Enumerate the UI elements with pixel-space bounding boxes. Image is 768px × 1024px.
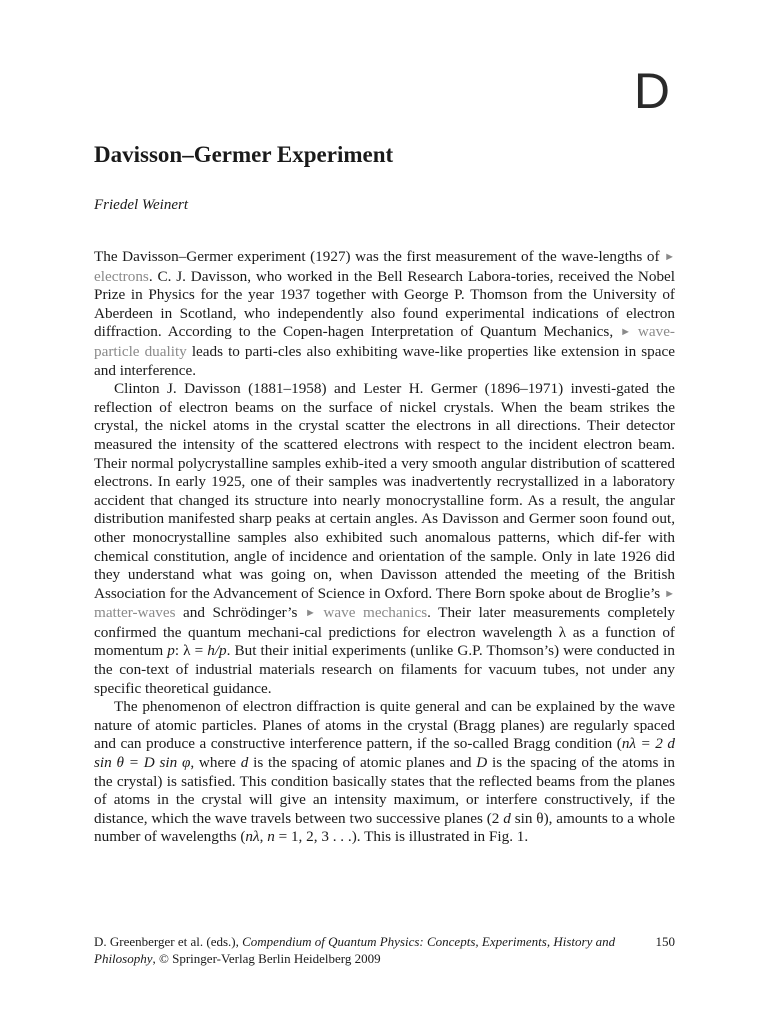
de-broglie-formula: h/p [207, 642, 227, 660]
integer-variable: n [267, 828, 275, 846]
cross-reference-electrons[interactable]: ► electrons [94, 251, 675, 285]
author-name: Friedel Weinert [94, 197, 189, 213]
section-letter: D [633, 63, 670, 119]
cross-reference-arrow-icon: ► [664, 587, 675, 600]
cross-reference-matter-waves[interactable]: ► matter-waves [94, 587, 675, 622]
cross-reference-arrow-icon: ► [304, 607, 316, 620]
plane-spacing-variable: d [503, 809, 511, 827]
cross-reference-arrow-icon: ► [620, 326, 631, 339]
atom-spacing-variable: D [476, 754, 488, 772]
book-title: Compendium of Quantum Physics: Concepts, Experiments, History and Philosophy [94, 934, 616, 966]
cross-reference-wave-particle-duality[interactable]: ► wave-particle duality [94, 323, 675, 360]
paragraph-3: The phenomenon of electron diffraction is quite general and can be explained by the wave nature of atomic particles. Planes of atoms in the crystal (Bragg planes) are regularly spaced and can produce a constructive interference pattern, if the so-called Bragg condition (nλ = 2 d sin θ = D sin φ, where d is the spacing of atomic planes and D is the spacing of the atoms in the crystal) is satisfied. This condition basically states that the reflected beams from the planes of atoms in the crystal will give an intensity maximum, or interfere constructively, if the distance, which the wave travels between two successive planes (2 d sin θ), amounts to a whole number of wavelengths (nλ, n = 1, 2, 3 . . .). This is illustrated in Fig. 1. [94, 698, 676, 846]
bragg-condition-formula: nλ = 2 d sin θ = D sin φ [94, 735, 676, 772]
plane-spacing-variable: d [240, 754, 249, 772]
paragraph-2: Clinton J. Davisson (1881–1958) and Lester H. Germer (1896–1971) investi-gated the reflection of electron beams on the surface of nickel crystals. When the beam strikes the crystal, the nickel atoms in the crystal scatter the electrons in all directions. Their detector measured the intensity of the scattered electrons with respect to the incident electron beam. Their normal polycrystalline samples exhib-ited a very smooth angular distribution of scattered electrons. In early 1925, one of their samples was inadvertently recrystallized in a laboratory accident that changed its structure into nearly monocrystalline form. As a result, the angular distribution manifested sharp peaks at certain angles. As Davisson and Germer soon found out, other monocrystalline samples also exhibited such anomalous patterns, which dif-fer with chemical constitution, angle of incidence and orientation of the sample. Only in late 1926 did they understand what was going on, when Davisson attended the meeting of the British Association for the Advancement of Science in Oxford. There Born spoke about de Broglie’s ► matter-waves and Schrödinger’s ► wave mechanics. Their later measurements completely confirmed the quantum mechani-cal predictions for electron wavelength λ as a function of momentum p: λ = h/p. But their initial experiments (unlike G.P. Thomson’s) were conducted in the con-text of industrial materials research on filaments for vacuum tubes, not under any specific theoretical guidance. [94, 380, 676, 697]
wavelength-multiple: nλ [245, 828, 260, 846]
cross-reference-wave-mechanics[interactable]: ► wave mechanics [304, 604, 428, 622]
momentum-variable: p [167, 642, 175, 660]
page-footer [94, 933, 675, 967]
article-body [94, 248, 675, 847]
article-title: Davisson–Germer Experiment [94, 142, 394, 167]
paragraph-1: The Davisson–Germer experiment (1927) was the first measurement of the wave-lengths of ► electrons. C. J. Davisson, who worked in the Bell Research Labora-tories, received the Nobel Prize in Physics for the year 1937 together with George P. Thomson from the University of Aberdeen in Scotland, who independently also found experimental indications of electron diffraction. According to the Copen-hagen Interpretation of Quantum Mechanics, ► wave-particle duality leads to parti-cles also exhibiting wave-like properties like extension in space and interference. [94, 248, 675, 379]
page-number: 150 [655, 934, 675, 949]
cross-reference-arrow-icon: ► [664, 251, 675, 263]
citation: D. Greenberger et al. (eds.), Compendium of Quantum Physics: Concepts, Experiments, History and Philosophy, © Springer-Verlag Berlin Heidelberg 2009 [94, 934, 616, 966]
